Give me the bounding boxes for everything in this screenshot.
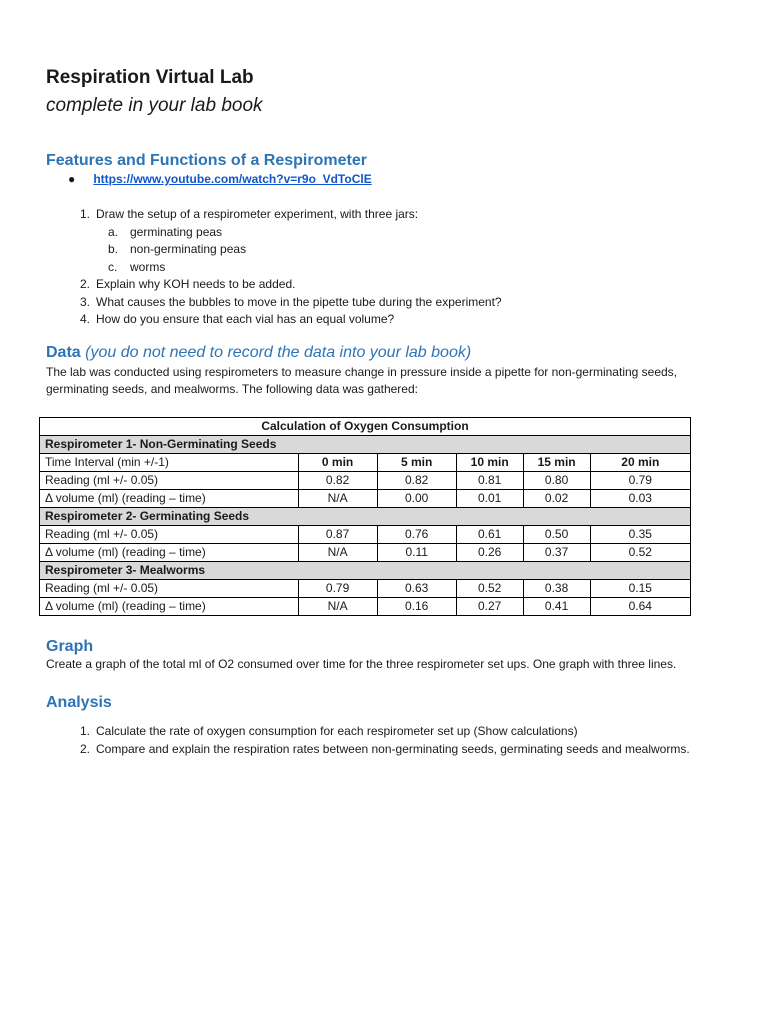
sub-item bbox=[46, 241, 502, 259]
table-cell: 0.52 bbox=[590, 544, 690, 562]
table-cell: 0.41 bbox=[523, 598, 590, 616]
table-row bbox=[40, 544, 691, 562]
analysis-text: Calculate the rate of oxygen consumption for each respirometer set up (Show calculations) bbox=[96, 724, 578, 738]
table-cell: 0.87 bbox=[298, 526, 377, 544]
table-cell: 0.02 bbox=[523, 490, 590, 508]
table-cell: 0.82 bbox=[298, 472, 377, 490]
question-text: What causes the bubbles to move in the pipette tube during the experiment? bbox=[96, 294, 502, 309]
row-label: Δ volume (ml) (reading – time) bbox=[40, 490, 299, 508]
table-row bbox=[40, 454, 691, 472]
analysis-text: Compare and explain the respiration rates between non-germinating seeds, germinating seeds and mealworms. bbox=[96, 742, 690, 756]
table-cell: 0.37 bbox=[523, 544, 590, 562]
sub-item-text: germinating peas bbox=[130, 224, 223, 239]
table-cell: 0.35 bbox=[590, 526, 690, 544]
table-cell: 0.00 bbox=[377, 490, 456, 508]
data-heading bbox=[46, 342, 471, 364]
table-row bbox=[40, 472, 691, 490]
table-cell: 0.50 bbox=[523, 526, 590, 544]
analysis-number: 1. bbox=[79, 724, 90, 738]
table-cell: 0.82 bbox=[377, 472, 456, 490]
sub-item-letter: a. bbox=[108, 224, 119, 239]
table-cell: 0.76 bbox=[377, 526, 456, 544]
row-label: Reading (ml +/- 0.05) bbox=[40, 472, 299, 490]
table-cell: N/A bbox=[298, 598, 377, 616]
analysis-item bbox=[46, 722, 690, 740]
question-number: 1. bbox=[79, 207, 90, 221]
sub-item-text: worms bbox=[130, 259, 166, 274]
column-header: 5 min bbox=[377, 454, 456, 472]
bullet-icon: ● bbox=[68, 172, 76, 186]
table-cell: 0.01 bbox=[456, 490, 523, 508]
table-group-header: Respirometer 2- Germinating Seeds bbox=[40, 508, 691, 526]
column-header: 20 min bbox=[590, 454, 690, 472]
graph-heading: Graph bbox=[46, 638, 94, 655]
link-list-item bbox=[68, 172, 372, 186]
table-group-header: Respirometer 3- Mealworms bbox=[40, 562, 691, 580]
column-header: 15 min bbox=[523, 454, 590, 472]
question-item bbox=[46, 276, 502, 294]
row-label: Time Interval (min +/-1) bbox=[40, 454, 299, 472]
table-cell: N/A bbox=[298, 544, 377, 562]
oxygen-consumption-table bbox=[39, 417, 691, 616]
table-cell: 0.03 bbox=[590, 490, 690, 508]
table-cell: 0.79 bbox=[298, 580, 377, 598]
question-list bbox=[46, 206, 502, 329]
document-page bbox=[45, 64, 722, 756]
table-caption: Calculation of Oxygen Consumption bbox=[40, 418, 691, 436]
sub-item-letter: c. bbox=[108, 259, 118, 274]
youtube-link[interactable]: https://www.youtube.com/watch?v=r9o_VdToClE bbox=[93, 172, 372, 186]
data-intro-text: The lab was conducted using respirometers to measure change in pressure inside a pipette for non-germinating seeds, germinating seeds, and mealworms. The following data was gathered: bbox=[46, 365, 678, 396]
document-title: Respiration Virtual Lab bbox=[46, 67, 254, 88]
question-number: 3. bbox=[79, 294, 90, 309]
table-cell: 0.26 bbox=[456, 544, 523, 562]
question-item bbox=[46, 206, 502, 224]
row-label: Reading (ml +/- 0.05) bbox=[40, 526, 299, 544]
table-cell: 0.16 bbox=[377, 598, 456, 616]
column-header: 10 min bbox=[456, 454, 523, 472]
sub-item bbox=[46, 259, 502, 277]
table-cell: 0.11 bbox=[377, 544, 456, 562]
table-cell: 0.81 bbox=[456, 472, 523, 490]
table-cell: 0.52 bbox=[456, 580, 523, 598]
analysis-list bbox=[46, 722, 690, 758]
table-cell: 0.63 bbox=[377, 580, 456, 598]
table-cell: 0.64 bbox=[590, 598, 690, 616]
column-header: 0 min bbox=[298, 454, 377, 472]
row-label: Δ volume (ml) (reading – time) bbox=[40, 598, 299, 616]
table-group-header: Respirometer 1- Non-Germinating Seeds bbox=[40, 436, 691, 454]
table-row bbox=[40, 526, 691, 544]
question-text: How do you ensure that each vial has an equal volume? bbox=[96, 312, 395, 326]
table-row bbox=[40, 580, 691, 598]
table-cell: 0.61 bbox=[456, 526, 523, 544]
question-item bbox=[46, 311, 502, 329]
row-label: Δ volume (ml) (reading – time) bbox=[40, 544, 299, 562]
table-cell: N/A bbox=[298, 490, 377, 508]
question-text: Explain why KOH needs to be added. bbox=[96, 277, 296, 291]
question-number: 4. bbox=[79, 312, 90, 326]
table-cell: 0.27 bbox=[456, 598, 523, 616]
table-cell: 0.38 bbox=[523, 580, 590, 598]
question-text: Draw the setup of a respirometer experiment, with three jars: bbox=[96, 207, 419, 221]
table-cell: 0.80 bbox=[523, 472, 590, 490]
sub-item bbox=[46, 224, 502, 242]
analysis-heading: Analysis bbox=[46, 694, 112, 711]
features-heading: Features and Functions of a Respirometer bbox=[46, 152, 367, 169]
document-subtitle: complete in your lab book bbox=[46, 95, 263, 116]
analysis-number: 2. bbox=[79, 742, 90, 756]
graph-instructions: Create a graph of the total ml of O2 consumed over time for the three respirometer set ups. One graph with three lines. bbox=[46, 657, 677, 671]
data-heading-note: (you do not need to record the data into your lab book) bbox=[85, 344, 472, 361]
table-cell: 0.15 bbox=[590, 580, 690, 598]
table-row bbox=[40, 490, 691, 508]
question-number: 2. bbox=[79, 277, 90, 291]
data-heading-text: Data bbox=[46, 344, 81, 361]
analysis-item bbox=[46, 740, 690, 758]
sub-item-letter: b. bbox=[108, 242, 119, 256]
table-cell: 0.79 bbox=[590, 472, 690, 490]
sub-item-text: non-germinating peas bbox=[130, 242, 247, 256]
question-item bbox=[46, 294, 502, 312]
row-label: Reading (ml +/- 0.05) bbox=[40, 580, 299, 598]
table-row bbox=[40, 598, 691, 616]
